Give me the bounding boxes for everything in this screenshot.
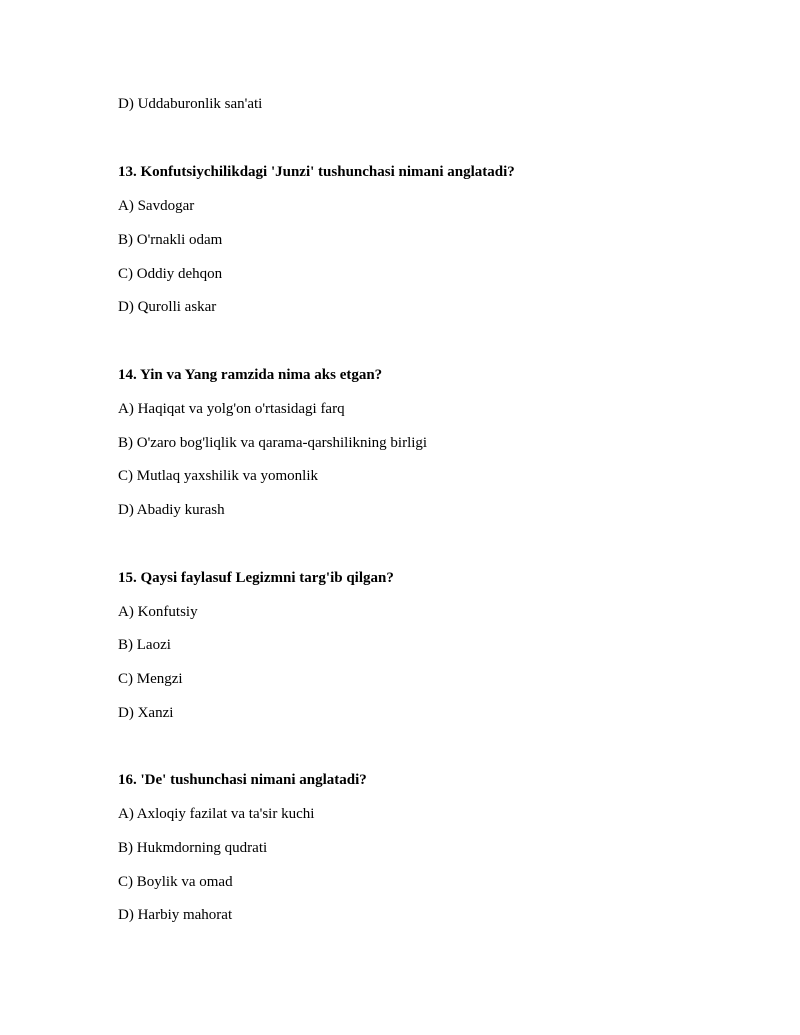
- question-13: 13. Konfutsiychilikdagi 'Junzi' tushunchasi nimani anglatadi?: [118, 164, 515, 180]
- q14-option-b: B) O'zaro bog'liqlik va qarama-qarshilikning birligi: [118, 435, 428, 451]
- option-d-q12: D) Uddaburonlik san'ati: [118, 96, 263, 112]
- q14-option-d: D) Abadiy kurash: [118, 502, 225, 518]
- q13-option-c: C) Oddiy dehqon: [118, 266, 223, 282]
- q13-option-b: B) O'rnakli odam: [118, 232, 223, 248]
- q13-option-a: A) Savdogar: [118, 198, 195, 214]
- question-16: 16. 'De' tushunchasi nimani anglatadi?: [118, 772, 367, 788]
- q16-option-a: A) Axloqiy fazilat va ta'sir kuchi: [118, 806, 315, 822]
- question-15: 15. Qaysi faylasuf Legizmni targ'ib qilgan?: [118, 570, 394, 586]
- q16-option-d: D) Harbiy mahorat: [118, 907, 233, 923]
- q15-option-b: B) Laozi: [118, 637, 171, 653]
- q14-option-a: A) Haqiqat va yolg'on o'rtasidagi farq: [118, 401, 345, 417]
- q15-option-c: C) Mengzi: [118, 671, 183, 687]
- q13-option-d: D) Qurolli askar: [118, 299, 217, 315]
- q15-option-d: D) Xanzi: [118, 705, 174, 721]
- q15-option-a: A) Konfutsiy: [118, 604, 198, 620]
- q14-option-c: C) Mutlaq yaxshilik va yomonlik: [118, 468, 318, 484]
- question-14: 14. Yin va Yang ramzida nima aks etgan?: [118, 367, 383, 383]
- q16-option-b: B) Hukmdorning qudrati: [118, 840, 268, 856]
- q16-option-c: C) Boylik va omad: [118, 874, 233, 890]
